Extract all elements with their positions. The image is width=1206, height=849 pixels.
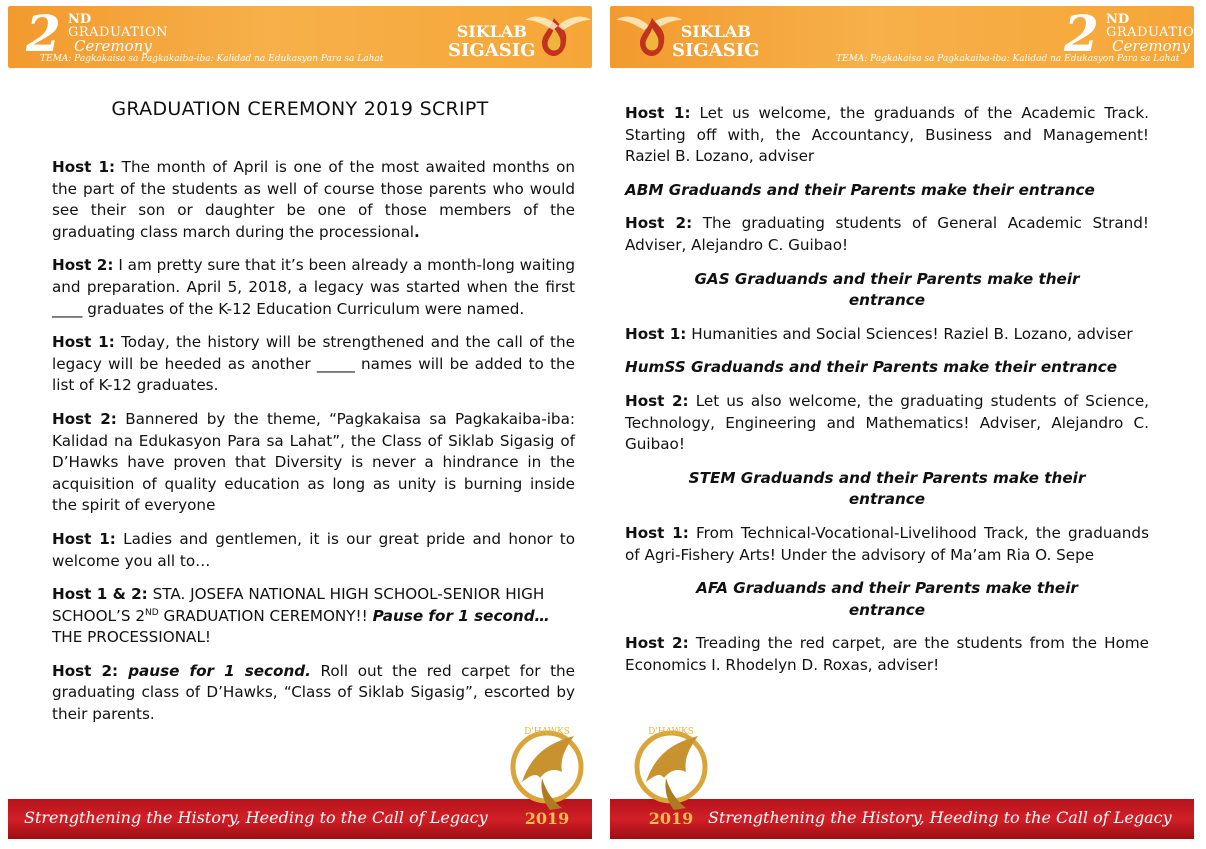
line-text: Today, the history will be strengthened and the call of the legacy will be heeded as another _____ names will be added to the list of K-12 graduates. bbox=[52, 333, 575, 395]
script-paragraph bbox=[625, 103, 1149, 168]
ordinal-superscript: ND bbox=[145, 607, 159, 618]
speaker-label: Host 1: bbox=[52, 333, 115, 352]
siklab-sigasig-logo bbox=[672, 22, 760, 60]
stage-direction: HumSS Graduands and their Parents make their entrance bbox=[625, 358, 1118, 377]
header-ordinal: ND bbox=[1106, 12, 1130, 27]
line-text: Treading the red carpet, are the students from the Home Economics I. Rhodelyn D. Roxas, adviser! bbox=[625, 634, 1149, 674]
line-end: . bbox=[413, 222, 420, 241]
flame-fist-icon bbox=[634, 16, 670, 58]
stage-cue: pause for 1 second. bbox=[118, 661, 311, 680]
footer-motto: Strengthening the History, Heeding to the Call of Legacy bbox=[708, 808, 1172, 827]
line-text: Ladies and gentlemen, it is our great pride and honor to welcome you all to… bbox=[52, 529, 575, 570]
footer-year: 2019 bbox=[648, 809, 694, 828]
header-graduation: GRADUATION bbox=[68, 25, 169, 40]
speaker-label: Host 2: bbox=[625, 391, 689, 410]
header-numeral: 2 bbox=[26, 4, 61, 63]
script-paragraph bbox=[625, 633, 1149, 676]
header-ordinal: ND bbox=[68, 12, 92, 27]
script-paragraph bbox=[52, 584, 575, 649]
logo-line2: SIGASIG bbox=[672, 40, 760, 61]
line-text: GRADUATION CEREMONY!! bbox=[158, 606, 373, 625]
line-text: Humanities and Social Sciences! Raziel B. Lozano, adviser bbox=[686, 324, 1133, 343]
line-text: Bannered by the theme, “Pagkakaisa sa Pagkakaiba-iba: Kalidad na Edukasyon Para sa Lahat”, the Class of Siklab Sigasig of D’Hawks have proven that Diversity is never a hindrance in the acquisition of quality education as long as unity is burning inside the spirit of everyone bbox=[52, 409, 575, 515]
speaker-label: Host 1: bbox=[625, 523, 689, 542]
script-paragraph bbox=[52, 661, 575, 726]
left-script-column bbox=[52, 157, 575, 738]
header-theme: TEMA: Pagkakaisa sa Pagkakaiba-iba: Kalidad na Edukasyon Para sa Lahat bbox=[836, 54, 1180, 64]
right-page bbox=[604, 0, 1206, 849]
stage-direction: AFA Graduands and their Parents make their entrance bbox=[696, 579, 1078, 619]
script-paragraph bbox=[52, 332, 575, 397]
line-text: Roll out the red carpet for the graduating class of D’Hawks, “Class of Siklab Sigasig”, escorted by their parents. bbox=[52, 661, 575, 724]
logo-line1: SIKLAB bbox=[456, 22, 527, 41]
stage-direction: GAS Graduands and their Parents make their entrance bbox=[694, 269, 1080, 310]
script-paragraph bbox=[52, 409, 575, 517]
line-text: STA. JOSEFA NATIONAL HIGH SCHOOL-SENIOR HIGH SCHOOL’S 2 bbox=[52, 585, 545, 625]
line-text: I am pretty sure that it’s been already a month-long waiting and preparation. April 5, 2018, a legacy was started when the first ____ graduates of the K-12 Education Curriculum were named. bbox=[52, 256, 575, 318]
script-paragraph bbox=[625, 213, 1149, 256]
eagle-seal-icon bbox=[626, 712, 716, 832]
logo-line1: SIKLAB bbox=[680, 22, 751, 41]
line-text: From Technical-Vocational-Livelihood Track, the graduands of Agri-Fishery Arts! Under the advisory of Ma’am Ria O. Sepe bbox=[625, 523, 1149, 564]
wings-icon bbox=[523, 12, 593, 36]
speaker-label: Host 1 & 2: bbox=[52, 585, 148, 604]
line-text: THE PROCESSIONAL! bbox=[52, 628, 212, 647]
speaker-label: Host 1: bbox=[625, 104, 691, 122]
speaker-label: Host 1: bbox=[625, 324, 687, 343]
right-script-column bbox=[625, 103, 1149, 688]
seal-text: D'HAWKS bbox=[648, 727, 694, 737]
eagle-seal-icon bbox=[502, 712, 592, 832]
header-theme: TEMA: Pagkakaisa sa Pagkakaiba-iba: Kalidad na Edukasyon Para sa Lahat bbox=[40, 54, 384, 64]
footer-year: 2019 bbox=[524, 809, 570, 828]
line-text: Let us welcome, the graduands of the Academic Track. Starting off with, the Accountancy, Business and Management! Raziel B. Lozano, adviser bbox=[625, 104, 1149, 166]
speaker-label: Host 1: bbox=[52, 529, 116, 548]
stage-direction: STEM Graduands and their Parents make their entrance bbox=[688, 468, 1086, 509]
speaker-label: Host 2: bbox=[52, 661, 119, 680]
header-ceremony: Ceremony bbox=[74, 37, 152, 55]
speaker-label: Host 2: bbox=[52, 256, 114, 275]
script-paragraph bbox=[625, 391, 1149, 456]
header-banner bbox=[8, 6, 592, 68]
logo-line2: SIGASIG bbox=[448, 40, 536, 61]
script-paragraph bbox=[52, 255, 575, 320]
header-graduation: GRADUATION bbox=[1106, 25, 1206, 40]
speaker-label: Host 1: bbox=[52, 158, 116, 176]
speaker-label: Host 2: bbox=[625, 214, 693, 233]
stage-direction: ABM Graduands and their Parents make their entrance bbox=[625, 180, 1095, 199]
script-paragraph bbox=[52, 529, 575, 572]
header-ceremony: Ceremony bbox=[1112, 37, 1190, 55]
script-paragraph bbox=[625, 523, 1149, 566]
speaker-label: Host 2: bbox=[52, 409, 117, 428]
seal-text: D'HAWKS bbox=[524, 727, 570, 737]
line-text: The graduating students of General Academic Strand! Adviser, Alejandro C. Guibao! bbox=[625, 214, 1150, 254]
page-title: GRADUATION CEREMONY 2019 SCRIPT bbox=[111, 98, 489, 120]
script-paragraph bbox=[625, 324, 1149, 346]
header-banner bbox=[610, 4, 1206, 68]
stage-cue: Pause for 1 second… bbox=[372, 606, 550, 625]
left-page bbox=[2, 0, 598, 849]
line-text: Let us also welcome, the graduating students of Science, Technology, Engineering and Mathematics! Adviser, Alejandro C. Guibao! bbox=[625, 391, 1150, 454]
script-paragraph bbox=[52, 157, 575, 243]
footer-motto: Strengthening the History, Heeding to the Call of Legacy bbox=[24, 808, 488, 827]
line-text: The month of April is one of the most awaited months on the part of the students as well of course those parents who would see their son or daughter be one of those members of the graduating class march during the processional bbox=[52, 158, 575, 241]
speaker-label: Host 2: bbox=[625, 634, 689, 653]
header-numeral: 2 bbox=[1064, 4, 1099, 63]
